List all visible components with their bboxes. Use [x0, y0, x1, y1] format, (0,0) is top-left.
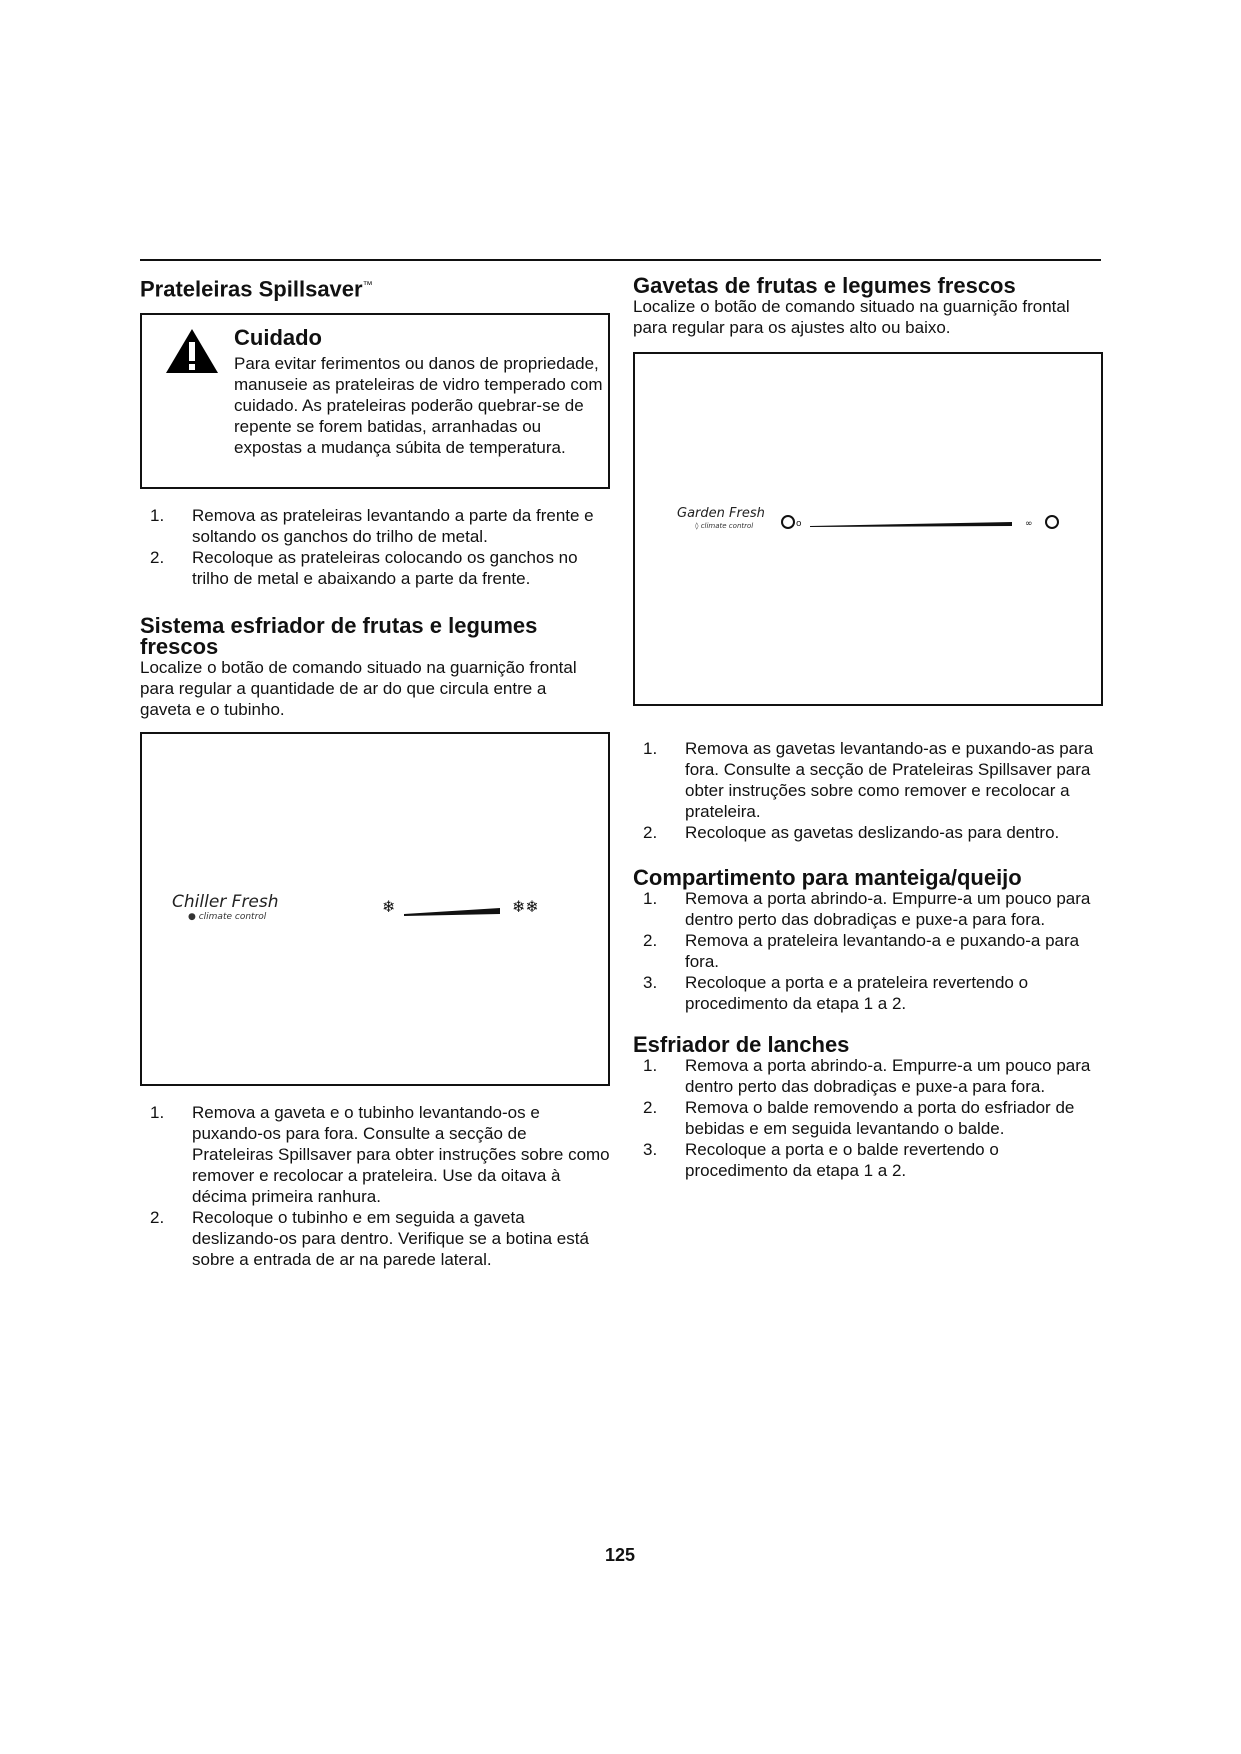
drawers-heading: Gavetas de frutas e legumes frescos — [633, 273, 1016, 298]
list-item: 2. Recoloque as gavetas deslizando-as para dentro. — [643, 823, 1060, 842]
list-item: 1. Remova as prateleiras levantando a parte da frente e soltando os ganchos do trilho de metal. — [150, 506, 594, 547]
warning-icon — [164, 327, 220, 380]
double-snowflake-icon: ❄❄ — [512, 897, 539, 917]
chiller-fresh-label: Chiller Fresh — [172, 892, 279, 913]
drawers-intro: Localize o botão de comando situado na guarnição frontal para regular para os ajustes alto ou baixo. — [633, 297, 1070, 337]
top-rule — [140, 259, 1101, 261]
chiller-intro: Localize o botão de comando situado na guarnição frontal para regular a quantidade de ar do que circula entre a gaveta e o tubinho. — [140, 658, 577, 720]
list-item: 1. Remova a gaveta e o tubinho levantando-os e puxando-os para fora. Consulte a secção de Prateleiras Spillsaver para obter instruções sobre como remover e recolocar a prateleira. Use da oitava à décima primeira ranhura. — [150, 1103, 610, 1207]
snowflake-icon: ❄ — [382, 897, 396, 917]
chiller-steps — [140, 1102, 610, 1270]
apple-icon — [782, 516, 794, 528]
list-item: 1. Remova a porta abrindo-a. Empurre-a um pouco para dentro perto das dobradiças e puxe-a para fora. — [643, 889, 1091, 929]
list-item: 2. Recoloque as prateleiras colocando os ganchos no trilho de metal e abaixando a parte da frente. — [150, 548, 578, 589]
butter-steps — [633, 888, 1103, 1014]
caution-title: Cuidado — [234, 325, 322, 351]
drawers-steps — [633, 738, 1103, 843]
garden-figure — [633, 352, 1103, 706]
chiller-heading: Sistema esfriador de frutas e legumes frescos — [140, 613, 538, 660]
spillsaver-steps — [140, 505, 610, 589]
caution-text: Para evitar ferimentos ou danos de propriedade, manuseie as prateleiras de vidro temperado com cuidado. As prateleiras poderão quebrar-se de repente se forem batidas, arranhadas ou expostas a mudança súbita de temperatura. — [234, 354, 603, 458]
snack-heading: Esfriador de lanches — [633, 1032, 850, 1057]
garden-climate-label: ◊ climate control — [695, 522, 754, 530]
list-item: 3. Recoloque a porta e o balde revertendo o procedimento da etapa 1 a 2. — [643, 1140, 999, 1180]
left-column — [140, 270, 610, 1270]
grapes-icon: ∞ — [1025, 519, 1033, 529]
right-column — [633, 270, 1103, 1181]
list-item: 1. Remova as gavetas levantando-as e puxando-as para fora. Consulte a secção de Prateleiras Spillsaver para obter instruções sobre como remover e recolocar a prateleira. — [643, 739, 1094, 821]
list-item: 2. Remova a prateleira levantando-a e puxando-a para fora. — [643, 931, 1080, 971]
drop-icon: o — [796, 519, 802, 529]
trademark-symbol: ™ — [362, 280, 373, 291]
snack-steps — [633, 1055, 1103, 1181]
chiller-slider-control[interactable] — [382, 894, 582, 924]
butter-heading: Compartimento para manteiga/queijo — [633, 865, 1022, 890]
list-item: 2. Remova o balde removendo a porta do esfriador de bebidas e em seguida levantando o balde. — [643, 1098, 1075, 1138]
chiller-climate-label: ● climate control — [188, 912, 267, 923]
garden-slider-control[interactable] — [780, 508, 1080, 534]
garden-fresh-label: Garden Fresh — [677, 506, 765, 521]
list-item: 3. Recoloque a porta e a prateleira revertendo o procedimento da etapa 1 a 2. — [643, 973, 1029, 1013]
spillsaver-heading: Prateleiras Spillsaver™ — [140, 276, 373, 302]
caution-box — [140, 313, 610, 489]
chiller-figure — [140, 732, 610, 1086]
list-item: 2. Recoloque o tubinho e em seguida a gaveta deslizando-os para dentro. Verifique se a botina está sobre a entrada de ar na parede lateral. — [150, 1208, 589, 1270]
list-item: 1. Remova a porta abrindo-a. Empurre-a um pouco para dentro perto das dobradiças e puxe-a para fora. — [643, 1056, 1091, 1096]
leafy-icon — [1046, 516, 1058, 528]
page-number: 125 — [604, 1545, 636, 1565]
